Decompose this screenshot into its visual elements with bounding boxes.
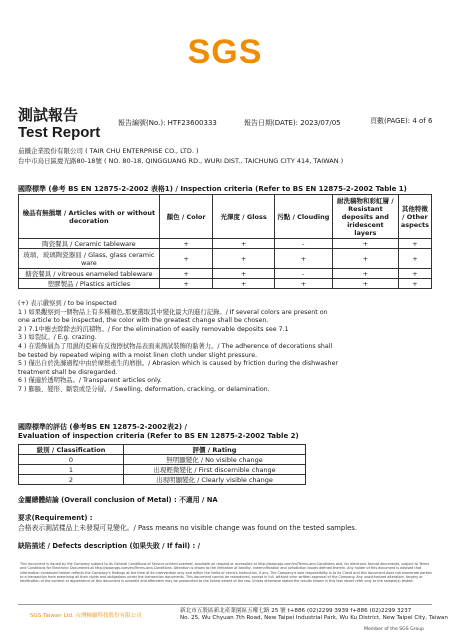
sgs-taiwan-name: SGS Taiwan Ltd. 台灣檢驗科技股份有限公司 [30,613,142,619]
section-inspection-title: 國際標準 (參考 BS EN 12875-2-2002 表格1) / Inspection criteria (Refer to BS EN 12875-2-2002 Table 1) [18,185,407,193]
row-glass: 玻璃、玻璃陶瓷器皿 / Glass, glass ceramic ware [19,249,160,269]
header-clouding: 污點 / Clouding [274,195,332,239]
cell: + [274,279,332,289]
table-row [19,239,432,249]
note-line: 6 ) 僅適於透明物品。/ Transparent articles only. [18,377,162,385]
table-row [19,269,432,279]
note-line: 1 ) 如果觀察到一個物品上有多種顏色,那麼選取其中變化最大的進行記錄。/ If several colors are present on [18,308,328,316]
header-other: 其他特徵 / Other aspects [398,195,431,239]
header-color: 顏色 / Color [159,195,213,239]
header-classification: 級別 / Classification [19,445,124,455]
section-evaluation-title-b: Evaluation of inspection criteria (Refer to BS EN 12875-2-2002 Table 2) [18,432,299,440]
cell: + [332,279,398,289]
cell: - [274,269,332,279]
cell: + [213,279,274,289]
cell: + [332,239,398,249]
cell: + [398,269,431,279]
cell: + [159,279,213,289]
note-line: treatment shall be disregarded. [18,368,118,376]
legal-disclaimer: This document is issued by the Company subject to its General Conditions of Service printed overleaf, available on request or accessible at http://www.sgs.com/en/Terms-and-Conditions and, for electronic format documents, subject to Terms and Conditions for Electronic Documents at http://www.sgs.com/en/Terms-and-Conditions. Attention is drawn to the limitation of liability, indemnification and jurisdiction issues defined therein. Any holder of this document is advised that information contained hereon reflects the Company's findings at the time of its intervention only and within the limits of client's instruction, if any. The Company's sole responsibility is to its Client and this document does not exonerate parties to a transaction from exercising all their rights and obligations under the transaction documents. This document cannot be reproduced, except in full, without prior written approval of the Company. Any unauthorized alteration, forgery or falsification of the content or appearance of this document is unlawful and offenders may be prosecuted to the fullest extent of the law. Unless otherwise stated the results shown in this test report refer only to the sample(s) tested. [20,562,432,584]
note-line: 5 ) 僅出自於洗滌過程中由於摩擦產生的磨損。/ Abrasion which is caused by friction during the dishwasher [18,360,338,368]
cell: 出現明顯變化 / Clearly visible change [124,475,306,485]
sgs-logo: SGS [187,33,263,71]
notes-list [18,300,438,395]
note-line: 4 ) 在裝飾層為了用濕的亞麻布反復擦拭物品表面來測試裝飾的黏著力。/ The adherence of decorations shall [18,342,333,350]
table-row [19,465,306,475]
row-enamel: 搪瓷餐具 / vitreous enameled tableware [19,269,160,279]
footer-address-en: No. 25, Wu Chyuan 7th Road, New Taipei Industrial Park, Wu Ku District, New Taipei City, Taiwan [180,615,448,621]
note-line: one article to be inspected, the color with the greatest change shall be chosen. [18,317,269,325]
table-row [19,279,432,289]
cell: + [332,249,398,269]
cell: 0 [19,455,124,465]
page-title-en: Test Report [18,124,101,141]
note-line: 3 ) 如裂紋。/ E.g. crazing. [18,334,97,342]
header-gloss: 光澤度 / Gloss [213,195,274,239]
note-line: (+) 表示嚴察到 / to be inspected [18,300,117,307]
header-articles: 檢品有無損壞 / Articles with or without decoration [19,195,160,239]
member-of-sgs: Member of the SGS Group [364,627,425,632]
cell: 出現輕微變化 / First discernible change [124,465,306,475]
cell: - [274,239,332,249]
cell: + [398,279,431,289]
company-name: 茄鐵企業股份有限公司 ( TAIR CHU ENTERPRISE CO., LTD. ) [18,147,199,155]
cell: + [398,249,431,269]
section-evaluation-title-a: 國際標準的評估 (參考BS EN 12875-2-2002表2) / [18,423,188,431]
report-number: 報告編號(No.): HTF23600333 [118,119,217,127]
header-rating: 評價 / Rating [124,445,306,455]
cell: + [159,239,213,249]
cell: + [213,269,274,279]
overall-conclusion: 金屬總體結論 (Overall conclusion of Metal) : 不適用 / NA [18,496,218,504]
evaluation-table [18,444,306,485]
cell: 2 [19,475,124,485]
table-row [19,249,432,269]
header-deposits: 耐洗稿物和彩虹層 / Resistant deposits and iridescent layers [332,195,398,239]
cell: + [332,269,398,279]
cell: + [213,249,274,269]
note-line: be tested by repeated wiping with a moist linen cloth under slight pressure. [18,351,258,359]
table-row [19,455,306,465]
cell: + [274,249,332,269]
footer-divider [18,604,432,605]
cell: + [159,249,213,269]
row-ceramic: 陶瓷餐具 / Ceramic tableware [19,239,160,249]
cell: + [398,239,431,249]
cell: 1 [19,465,124,475]
note-line: 2 ) 7.1中應去除除去的沉積物。/ For the elimination of easily removable deposits see 7.1 [18,325,289,333]
requirement-label: 要求(Requirement) : [18,514,93,522]
defects-description: 缺陷描述 / Defects description (如果失敗 / If fail) : / [18,542,201,550]
report-date: 報告日期(DATE): 2023/07/05 [244,119,341,127]
table-row [19,475,306,485]
inspection-criteria-table [18,194,432,289]
requirement-text: 合格表示測試樣品上未發現可見變化。/ Pass means no visible change was found on the tested samples. [18,524,357,532]
page-number: 頁數(PAGE): 4 of 6 [370,117,433,125]
row-plastics: 塑膠製品 / Plastics articles [19,279,160,289]
page-title-zh: 測試報告 [18,106,79,124]
cell: 無明顯變化 / No visible change [124,455,306,465]
note-line: 7 ) 膨脹、變形、斷裂或是分層。/ Swelling, deformation, cracking, or delamination. [18,385,270,393]
company-address: 台中市烏日區慶光路80-18號 ( NO. 80-18, QINGGUANG RD., WURI DIST., TAICHUNG CITY 414, TAIWAN ) [18,157,344,165]
footer-address-zh: 新北市五股區新北產業園區五權七路 25 號 t+886 (02)2299 3939 f+886 (02)2299 3237 [180,608,412,614]
cell: + [213,239,274,249]
cell: + [159,269,213,279]
